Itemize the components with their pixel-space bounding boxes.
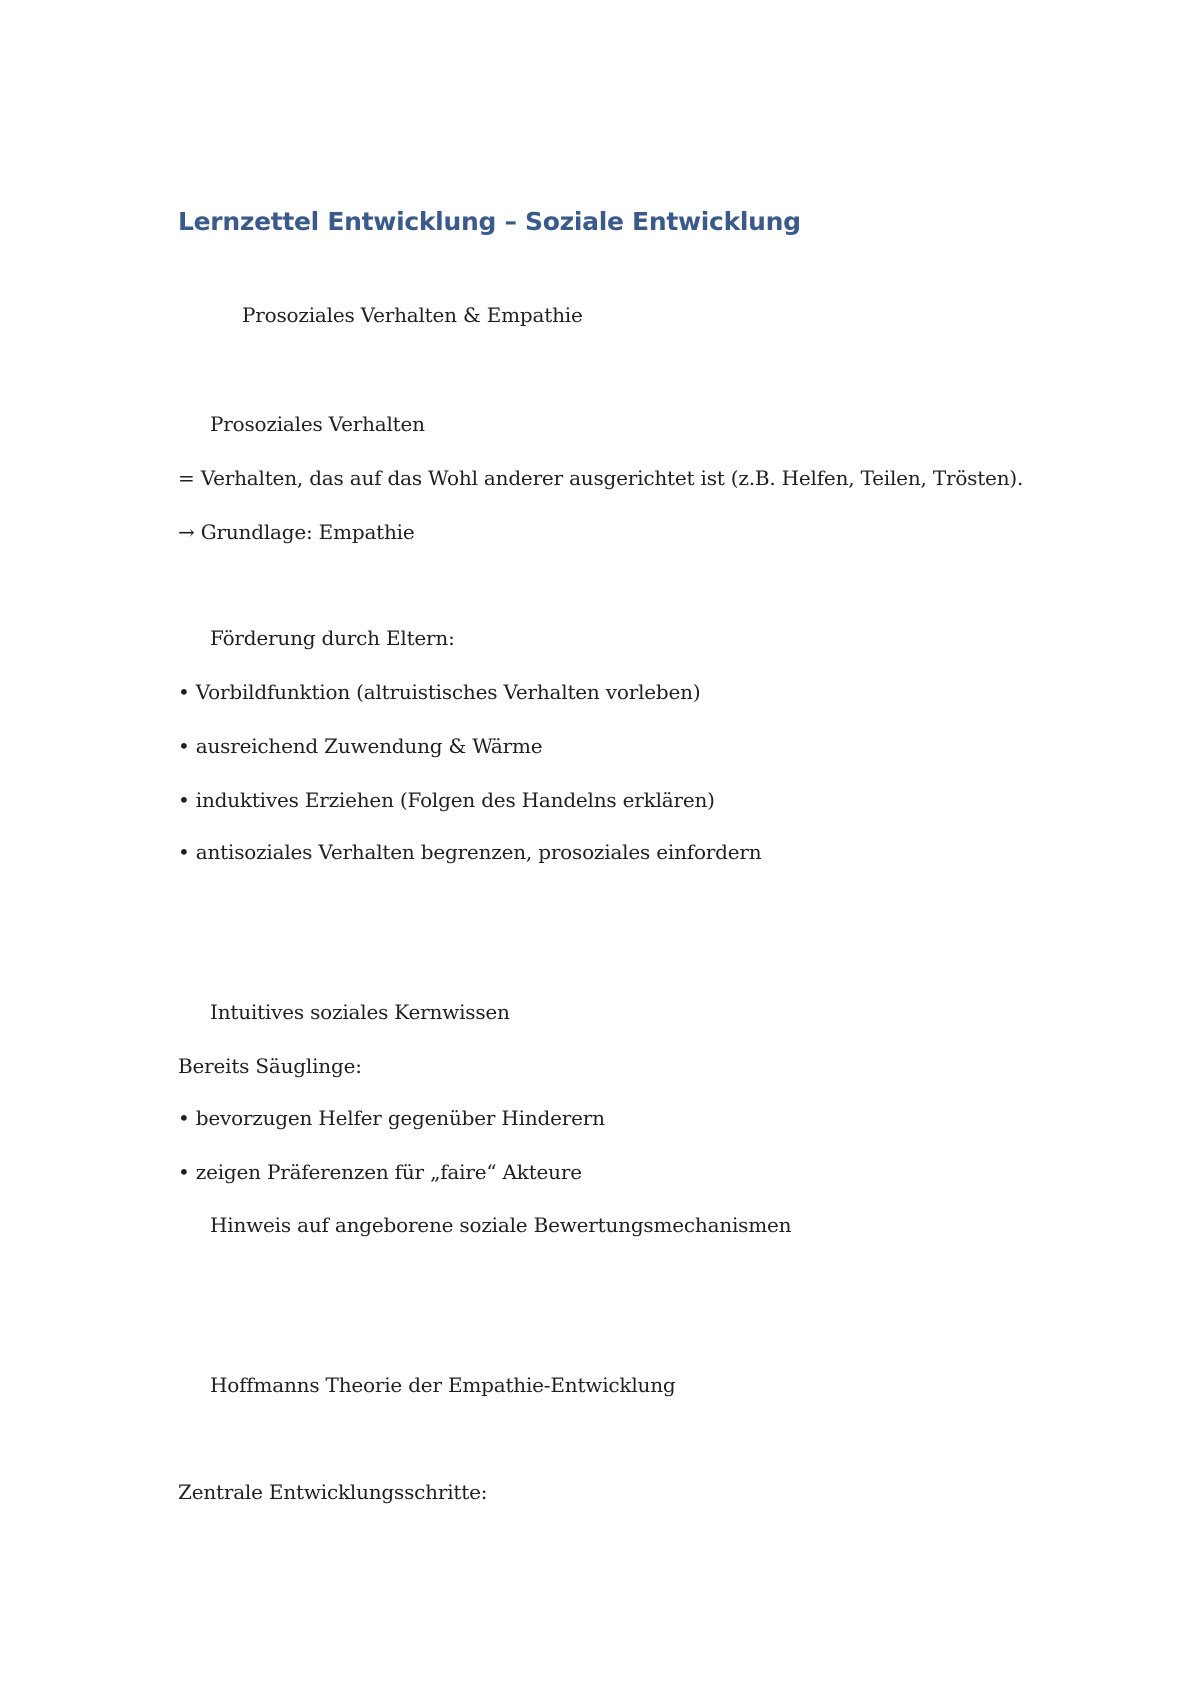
list-item: • zeigen Präferenzen für „faire“ Akteure — [178, 1160, 582, 1184]
section-intro-text: Zentrale Entwicklungsschritte: — [178, 1480, 488, 1504]
section-intro-text: Bereits Säuglinge: — [178, 1054, 362, 1078]
list-item: • induktives Erziehen (Folgen des Handelns erklären) — [178, 788, 715, 812]
section-heading-foerderung: Förderung durch Eltern: — [210, 626, 455, 650]
document-title: Lernzettel Entwicklung – Soziale Entwicklung — [178, 207, 801, 236]
list-item: • ausreichend Zuwendung & Wärme — [178, 734, 543, 758]
list-item: • bevorzugen Helfer gegenüber Hinderern — [178, 1106, 605, 1130]
section-heading-prosoziales-verhalten: Prosoziales Verhalten — [210, 412, 425, 436]
list-item: • antisoziales Verhalten begrenzen, prosoziales einfordern — [178, 840, 762, 864]
section-heading-hoffmann: Hoffmanns Theorie der Empathie-Entwicklung — [210, 1373, 676, 1397]
document-subtitle: Prosoziales Verhalten & Empathie — [242, 303, 583, 327]
section-heading-kernwissen: Intuitives soziales Kernwissen — [210, 1000, 510, 1024]
note-text: Hinweis auf angeborene soziale Bewertungsmechanismen — [210, 1213, 792, 1237]
list-item: • Vorbildfunktion (altruistisches Verhalten vorleben) — [178, 680, 701, 704]
definition-text: = Verhalten, das auf das Wohl anderer ausgerichtet ist (z.B. Helfen, Teilen, Trösten). — [178, 466, 1024, 490]
basis-text: → Grundlage: Empathie — [178, 520, 415, 544]
